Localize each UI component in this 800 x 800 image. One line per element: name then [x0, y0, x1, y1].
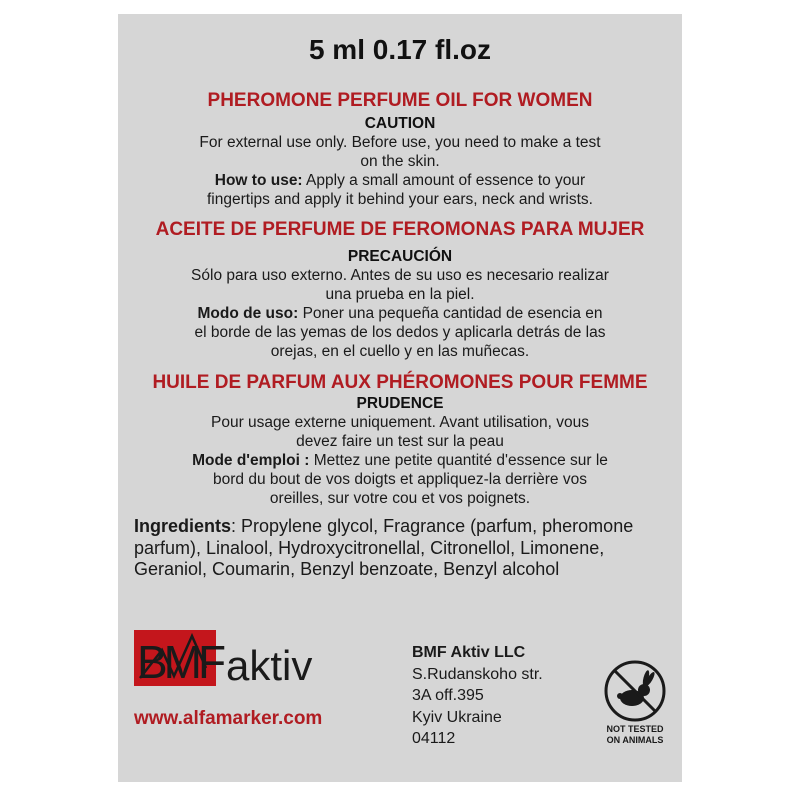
- english-title: PHEROMONE PERFUME OIL FOR WOMEN: [207, 90, 593, 111]
- spanish-howto-line3: orejas, en el cuello y en las muñecas.: [270, 343, 530, 360]
- english-howto-line1: [128, 171, 672, 190]
- not-tested-badge-text: [592, 724, 678, 746]
- ingredients-text: : Propylene glycol, Fragrance (parfum, pheromone parfum), Linalool, Hydroxycitronellal, Citronellol, Limonene, Geraniol, Coumarin, Benzyl benzoate, Benzyl alcohol: [134, 516, 634, 579]
- english-caution-line1: For external use only. Before use, you need to make a test: [199, 134, 601, 151]
- french-title: HUILE DE PARFUM AUX PHÉROMONES POUR FEMME: [152, 372, 648, 393]
- english-caution-line2: on the skin.: [360, 153, 440, 170]
- volume-heading: 5 ml 0.17 fl.oz: [308, 34, 492, 65]
- website-link[interactable]: www.alfamarker.com: [134, 708, 323, 729]
- english-caution-heading: CAUTION: [364, 115, 436, 132]
- logo-bmf-text: BMF: [137, 636, 223, 688]
- spanish-howto-line2: el borde de las yemas de los dedos y aplicarla detrás de las: [194, 324, 606, 341]
- product-label: [118, 14, 682, 782]
- ingredients-paragraph: [134, 516, 660, 581]
- english-howto-line2: fingertips and apply it behind your ears, neck and wrists.: [207, 191, 593, 208]
- french-caution-line2: devez faire un test sur la peau: [296, 433, 504, 450]
- french-howto-line1: [128, 451, 672, 470]
- company-name: BMF Aktiv LLC: [412, 644, 526, 661]
- spanish-howto-label: Modo de uso:: [197, 305, 299, 322]
- badge-line2: ON ANIMALS: [606, 735, 664, 745]
- french-howto-line3: oreilles, sur votre cou et vos poignets.: [269, 490, 531, 507]
- spanish-caution-heading: PRECAUCIÓN: [347, 248, 453, 265]
- company-line3: Kyiv Ukraine: [412, 708, 502, 726]
- french-howto-line2: bord du bout de vos doigts et appliquez-la derrière vos: [213, 471, 587, 488]
- bmf-aktiv-logo: [134, 628, 344, 690]
- company-line4: 04112: [412, 730, 456, 747]
- spanish-howto-line1: [128, 304, 672, 323]
- ingredients-label: Ingredients: [134, 516, 232, 536]
- logo-aktiv-text: aktiv: [226, 642, 313, 689]
- english-howto-text: Apply a small amount of essence to your: [302, 172, 586, 189]
- english-section: [128, 90, 672, 209]
- spanish-caution-line1: Sólo para uso externo. Antes de su uso es necesario realizar: [191, 267, 609, 284]
- french-caution-line1: Pour usage externe uniquement. Avant utilisation, vous: [211, 414, 589, 431]
- french-caution-heading: PRUDENCE: [356, 395, 444, 412]
- spanish-howto-text: Poner una pequeña cantidad de esencia en: [298, 305, 603, 322]
- rabbit-no-testing-icon: [602, 658, 668, 724]
- company-line1: S.Rudanskoho str.: [412, 665, 543, 683]
- company-line2: 3A off.395: [412, 687, 484, 704]
- english-howto-label: How to use:: [214, 172, 303, 189]
- french-howto-text: Mettez une petite quantité d'essence sur le: [309, 452, 608, 469]
- company-address: [412, 642, 543, 750]
- french-section: [128, 372, 672, 508]
- spanish-caution-line2: una prueba en la piel.: [325, 286, 475, 303]
- badge-line1: NOT TESTED: [606, 724, 664, 734]
- spanish-section: [128, 219, 672, 361]
- spanish-title: ACEITE DE PERFUME DE FEROMONAS PARA MUJER: [155, 219, 645, 240]
- french-howto-label: Mode d'emploi :: [192, 452, 310, 469]
